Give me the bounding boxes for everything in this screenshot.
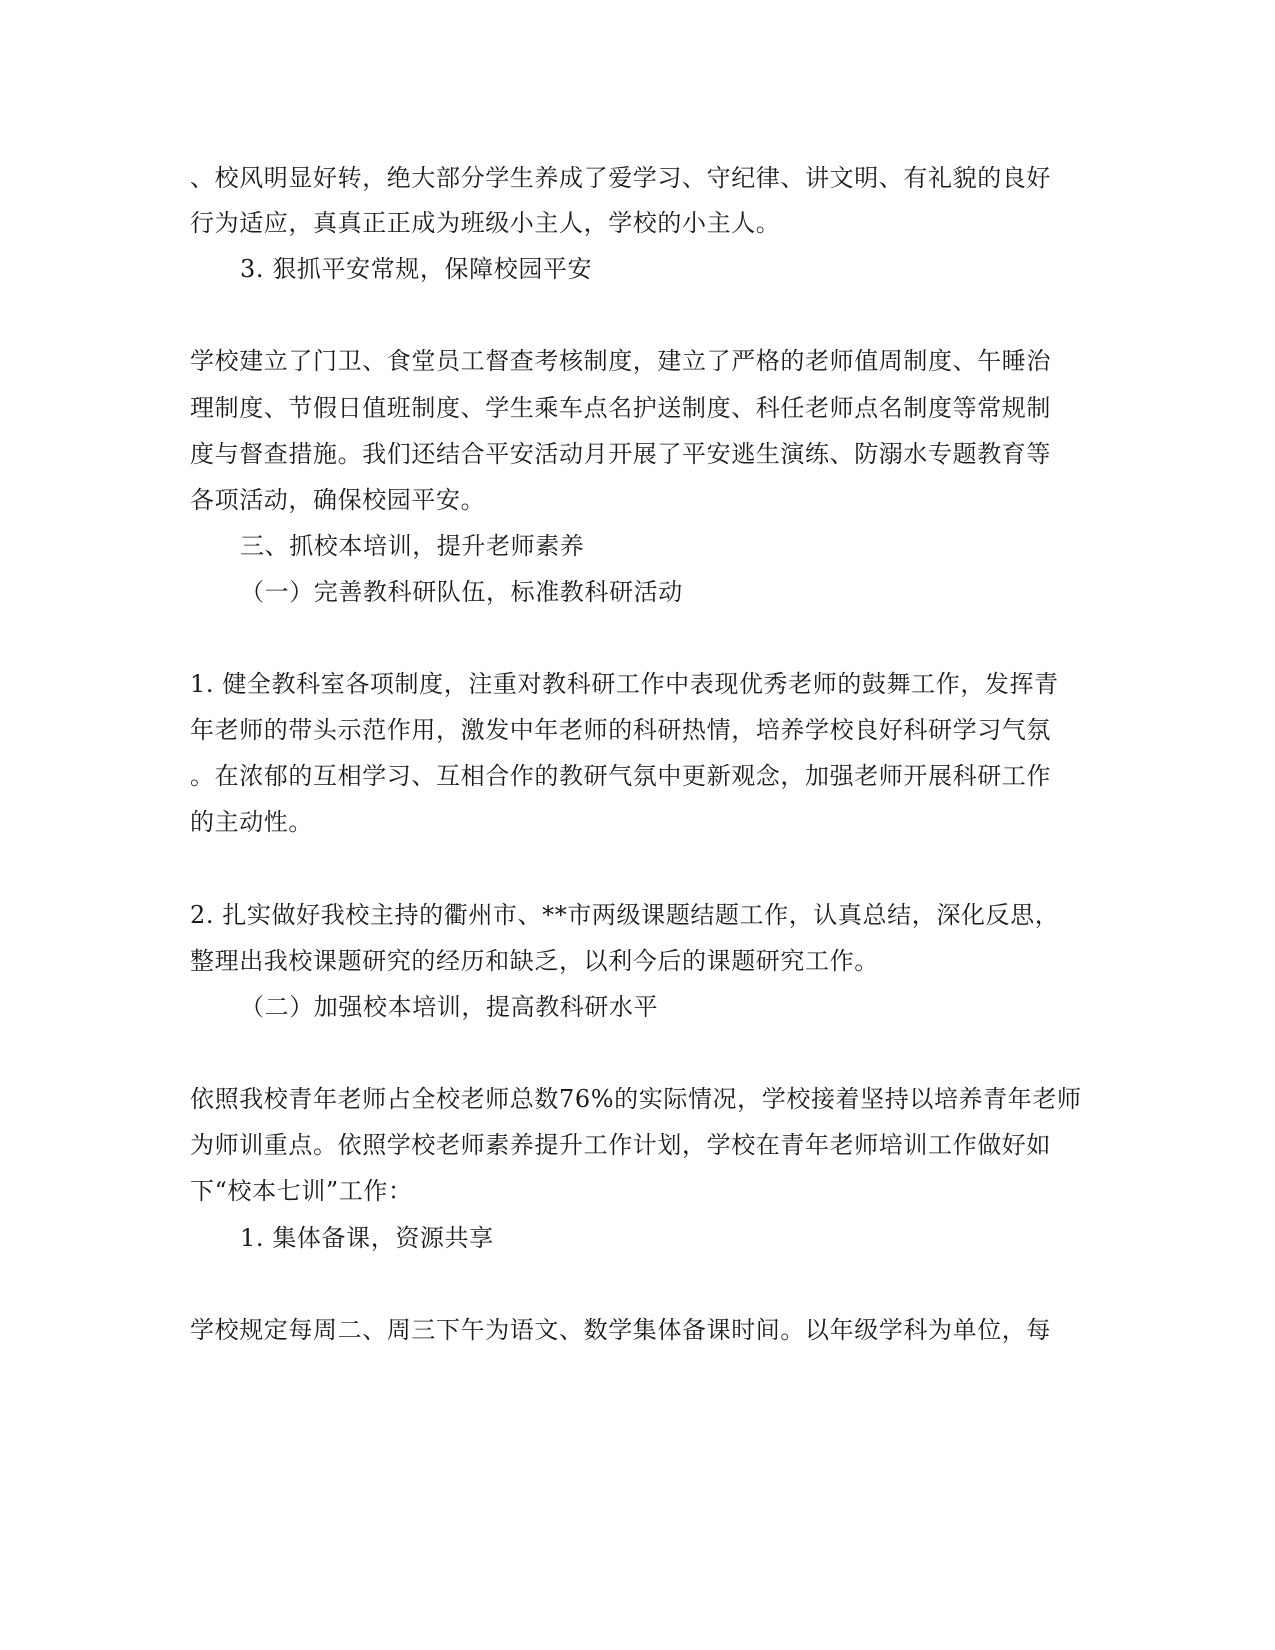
paragraph-line: 、校风明显好转，绝大部分学生养成了爱学习、守纪律、讲文明、有礼貌的良好 bbox=[190, 164, 1051, 192]
paragraph-line: 2. 扎实做好我校主持的衢州市、**市两级课题结题工作，认真总结，深化反思， bbox=[190, 901, 1060, 929]
section-heading: 1. 集体备课，资源共享 bbox=[240, 1224, 494, 1252]
paragraph-line: 下“校本七训”工作： bbox=[190, 1177, 413, 1205]
paragraph-line: 度与督查措施。我们还结合平安活动月开展了平安逃生演练、防溺水专题教育等 bbox=[190, 440, 1051, 468]
section-heading: 三、抓校本培训，提升老师素养 bbox=[240, 532, 585, 560]
paragraph-line: 学校建立了门卫、食堂员工督查考核制度，建立了严格的老师值周制度、午睡治 bbox=[190, 347, 1051, 375]
paragraph-line: 依照我校青年老师占全校老师总数76%的实际情况，学校接着坚持以培养青年老师 bbox=[190, 1085, 1082, 1113]
paragraph-line: 理制度、节假日值班制度、学生乘车点名护送制度、科任老师点名制度等常规制 bbox=[190, 394, 1051, 422]
subsection-heading: （二）加强校本培训，提高教科研水平 bbox=[240, 993, 659, 1021]
paragraph-line: 年老师的带头示范作用，激发中年老师的科研热情，培养学校良好科研学习气氛 bbox=[190, 716, 1051, 744]
paragraph-line: 的主动性。 bbox=[190, 808, 313, 836]
paragraph-line: 行为适应，真真正正成为班级小主人，学校的小主人。 bbox=[190, 209, 781, 237]
paragraph-line: 整理出我校课题研究的经历和缺乏，以利今后的课题研究工作。 bbox=[190, 947, 879, 975]
paragraph-line: 学校规定每周二、周三下午为语文、数学集体备课时间。以年级学科为单位，每 bbox=[190, 1316, 1051, 1344]
paragraph-line: 。在浓郁的互相学习、互相合作的教研气氛中更新观念，加强老师开展科研工作 bbox=[190, 762, 1051, 790]
paragraph-line: 1. 健全教科室各项制度，注重对教科研工作中表现优秀老师的鼓舞工作，发挥青 bbox=[190, 670, 1059, 698]
section-heading: 3. 狠抓平安常规，保障校园平安 bbox=[240, 255, 593, 283]
paragraph-line: 各项活动，确保校园平安。 bbox=[190, 486, 486, 514]
subsection-heading: （一）完善教科研队伍，标准教科研活动 bbox=[240, 578, 683, 606]
paragraph-line: 为师训重点。依照学校老师素养提升工作计划，学校在青年老师培训工作做好如 bbox=[190, 1131, 1051, 1159]
